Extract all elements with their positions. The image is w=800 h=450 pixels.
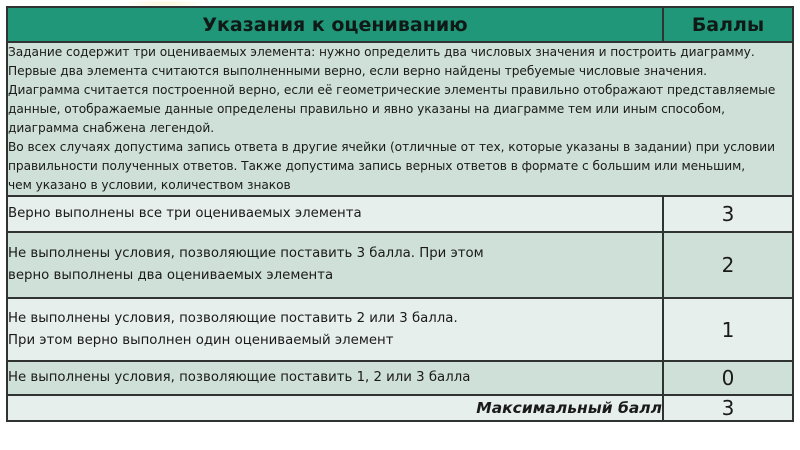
table-row bbox=[7, 361, 793, 395]
criterion-text: Не выполнены условия, позволяющие поставить 3 балла. При этом bbox=[8, 246, 484, 261]
criterion-text: При этом верно выполнен один оцениваемый элемент bbox=[8, 332, 394, 348]
criterion-text: Не выполнены условия, позволяющие поставить 2 или 3 балла. bbox=[8, 310, 458, 326]
description-line: правильности полученных ответов. Также допустима запись верных ответов в формате с большим или меньшим, bbox=[8, 159, 746, 173]
criteria-column-header: Указания к оцениванию bbox=[7, 7, 663, 42]
max-score-value: 3 bbox=[663, 395, 793, 421]
grading-rubric-table bbox=[6, 6, 794, 422]
score-cell: 0 bbox=[663, 361, 793, 395]
table-row bbox=[7, 196, 793, 232]
score-cell: 2 bbox=[663, 232, 793, 298]
description-cell bbox=[7, 42, 793, 196]
criterion-text: Не выполнены условия, позволяющие поставить 1, 2 или 3 балла bbox=[8, 370, 471, 385]
description-line: Первые два элемента считаются выполненными верно, если верно найдены требуемые числовые значения. bbox=[8, 64, 707, 78]
max-score-row bbox=[7, 395, 793, 421]
description-row bbox=[7, 42, 793, 196]
score-cell: 3 bbox=[663, 196, 793, 232]
table-row bbox=[7, 298, 793, 361]
description-line: Диаграмма считается построенной верно, если её геометрические элементы правильно отображают представляемые bbox=[8, 83, 776, 97]
criterion-text: Верно выполнены все три оцениваемых элемента bbox=[8, 206, 362, 221]
criterion-cell bbox=[7, 196, 663, 232]
score-column-header: Баллы bbox=[663, 7, 793, 42]
max-score-label: Максимальный балл bbox=[7, 395, 663, 421]
score-cell: 1 bbox=[663, 298, 793, 361]
description-line: Задание содержит три оцениваемых элемента: нужно определить два числовых значения и построить диаграмму. bbox=[8, 45, 755, 59]
header-row bbox=[7, 7, 793, 42]
criterion-cell bbox=[7, 361, 663, 395]
description-line: данные, отображаемые данные определены правильно и явно указаны на диаграмме тем или иным способом, bbox=[8, 102, 725, 116]
table-row bbox=[7, 232, 793, 298]
criterion-cell bbox=[7, 232, 663, 298]
description-line: чем указано в условии, количеством знаков bbox=[8, 178, 291, 192]
description-line: диаграмма снабжена легендой. bbox=[8, 121, 215, 135]
criterion-cell bbox=[7, 298, 663, 361]
description-line: Во всех случаях допустима запись ответа в другие ячейки (отличные от тех, которые указаны в задании) при условии bbox=[8, 140, 775, 154]
criterion-text: верно выполнены два оцениваемых элемента bbox=[8, 268, 334, 283]
